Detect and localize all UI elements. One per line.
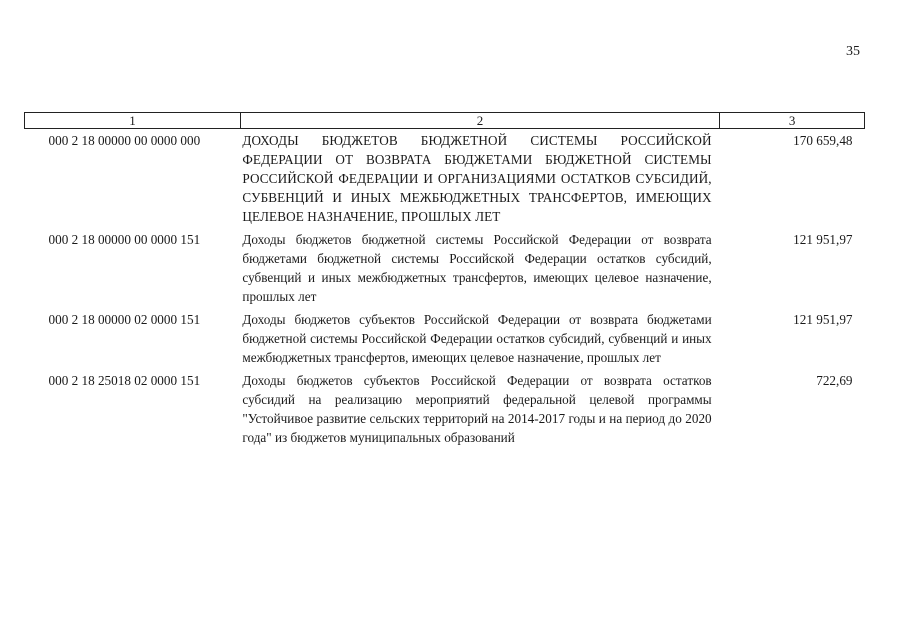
row-code: 000 2 18 00000 02 0000 151 [48,312,201,327]
header-col-2: 2 [240,113,719,129]
budget-revenue-table [24,112,865,449]
row-amount: 170 659,48 [793,133,853,148]
row-name: Доходы бюджетов субъектов Российской Федерации от возврата бюджетами бюджетной системы Российской Федерации остатков субсидий, субвенций и иных межбюджетных трансфертов, имеющих целевое назначение, прошлых лет [242,312,712,365]
table-row [25,308,865,369]
header-col-3: 3 [720,113,865,129]
row-code: 000 2 18 00000 00 0000 151 [48,232,201,247]
row-name: Доходы бюджетов бюджетной системы Российской Федерации от возврата бюджетами бюджетной системы Российской Федерации остатков субсидий, субвенций и иных межбюджетных трансфертов, имеющих целевое назначение, прошлых лет [242,232,712,304]
row-code: 000 2 18 00000 00 0000 000 [48,133,201,148]
row-name: ДОХОДЫ БЮДЖЕТОВ БЮДЖЕТНОЙ СИСТЕМЫ РОССИЙСКОЙ ФЕДЕРАЦИИ ОТ ВОЗВРАТА БЮДЖЕТАМИ БЮДЖЕТНОЙ СИСТЕМЫ РОССИЙСКОЙ ФЕДЕРАЦИИ И ОРГАНИЗАЦИЯМИ ОСТАТКОВ СУБСИДИЙ, СУБВЕНЦИЙ И ИНЫХ МЕЖБЮДЖЕТНЫХ ТРАНСФЕРТОВ, ИМЕЮЩИХ ЦЕЛЕВОЕ НАЗНАЧЕНИЕ, ПРОШЛЫХ ЛЕТ [242,133,712,224]
row-amount: 121 951,97 [793,312,853,327]
row-name: Доходы бюджетов субъектов Российской Федерации от возврата остатков субсидий на реализацию мероприятий федеральной целевой программы "Устойчивое развитие сельских территорий на 2014-2017 годы и на период до 2020 года" из бюджетов муниципальных образований [242,373,712,445]
page-number: 35 [846,44,860,59]
row-amount: 121 951,97 [793,232,853,247]
table-row [25,369,865,449]
header-row [25,113,865,129]
table-row [25,228,865,308]
row-code: 000 2 18 25018 02 0000 151 [48,373,201,388]
header-col-1: 1 [25,113,241,129]
table-row [25,129,865,229]
row-amount: 722,69 [816,373,853,388]
